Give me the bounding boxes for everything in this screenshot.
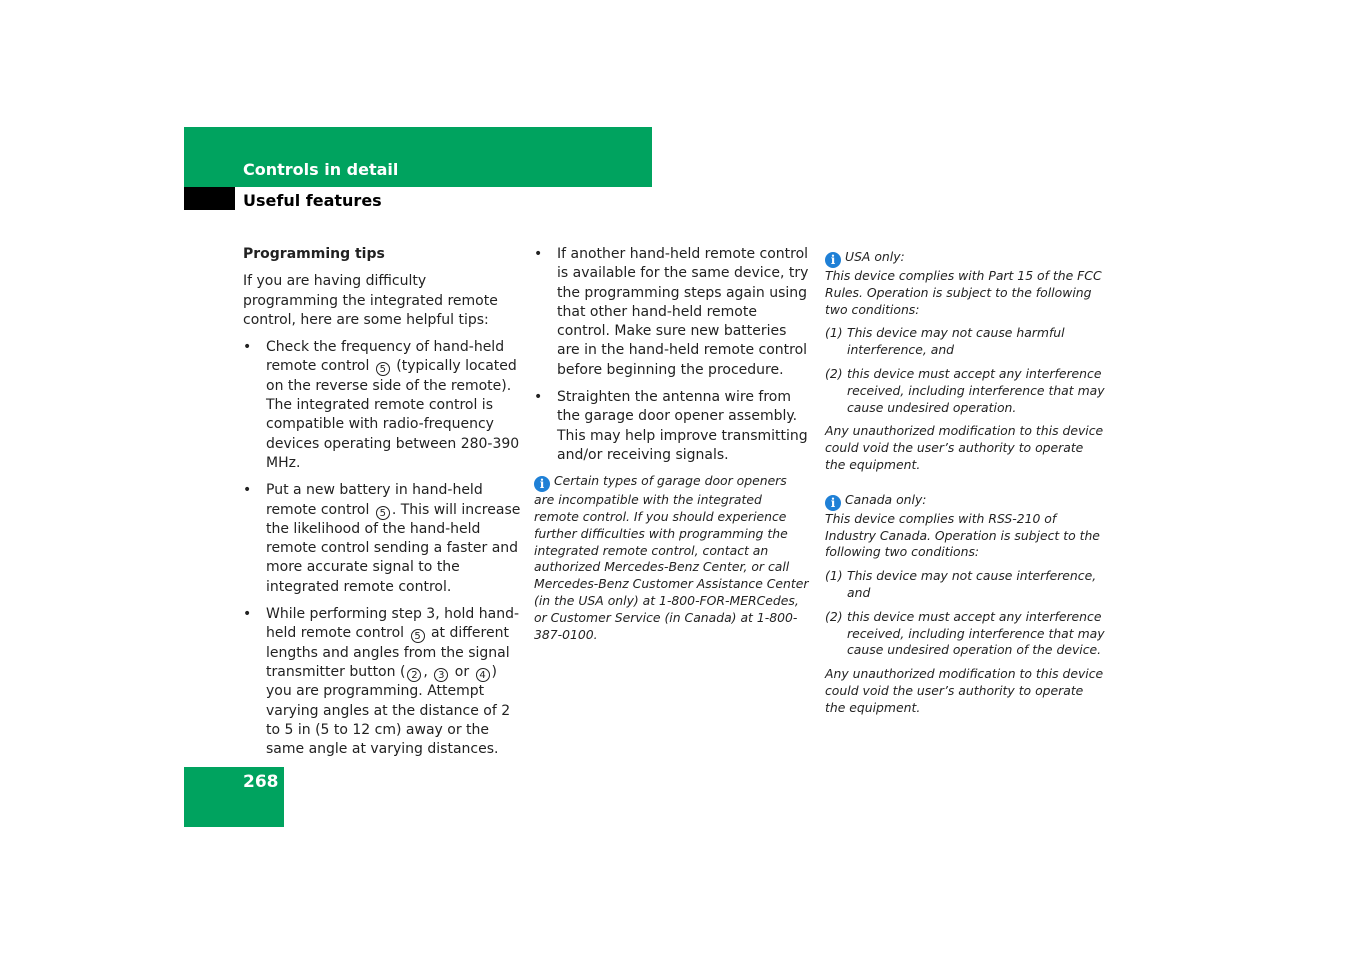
canada-notice-footer: Any unauthorized modification to this device could void the user’s authority to operate the equipment.: [825, 666, 1104, 715]
list-item: • Straighten the antenna wire from the garage door opener assembly. This may help improve transmitting and/or receiving signals.: [534, 389, 808, 463]
more-tips-list: [534, 245, 810, 465]
column-programming-tips: [243, 245, 521, 767]
list-item: • Put a new battery in hand-held remote control 5 . This will increase the likelihood of the hand-held remote control sending a faster and more accurate signal to the integrated remote control.: [243, 482, 521, 595]
usa-notice-text: This device complies with Part 15 of the FCC Rules. Operation is subject to the following two conditions:: [825, 268, 1102, 317]
section-title: Controls in detail: [243, 160, 399, 179]
remote-5-icon: 5: [376, 362, 390, 376]
list-item: • If another hand-held remote control is available for the same device, try the programming steps again using that other hand-held remote control. Make sure new batteries are in the hand-held remote control before beginning the procedure.: [534, 246, 809, 378]
bullet-icon: •: [243, 482, 252, 499]
canada-notice-title: i Canada only:: [825, 492, 1105, 511]
usa-condition-1: (1) This device may not cause harmful interference, and: [825, 325, 1065, 358]
bullet-icon: •: [243, 339, 252, 356]
bullet-icon: •: [534, 389, 543, 406]
button-2-icon: 2: [407, 668, 421, 682]
info-icon: i: [825, 495, 841, 511]
list-item: • While performing step 3, hold hand-held remote control 5 at different lengths and angles from the signal transmitter button ( 2 , 3 or 4 ) you are programming. Attempt varying angles at the distance of 2 to 5 in (5 to 12 cm) away or the same angle at varying distances.: [243, 606, 520, 758]
button-3-icon: 3: [434, 668, 448, 682]
usa-condition-2: (2) this device must accept any interference received, including interference that may cause undesired operation.: [825, 365, 1105, 415]
button-4-icon: 4: [476, 668, 490, 682]
bullet-icon: •: [534, 246, 543, 262]
subsection-marker: [184, 187, 235, 210]
canada-condition-1: (1) This device may not cause interference, and: [825, 568, 1097, 600]
usa-notice: [825, 249, 1105, 474]
info-icon: i: [825, 252, 841, 268]
programming-tips-heading: Programming tips: [243, 246, 385, 262]
column-more-tips: [534, 245, 810, 643]
intro-paragraph: If you are having difficulty programming the integrated remote control, here are some helpful tips:: [243, 273, 498, 328]
remote-5-icon: 5: [376, 506, 390, 520]
bullet-icon: •: [243, 606, 252, 623]
column-regulatory: [825, 249, 1105, 735]
page-number: 268: [243, 772, 279, 792]
info-icon: i: [534, 476, 550, 492]
canada-notice: [825, 492, 1105, 717]
list-item: • Check the frequency of hand-held remote control 5 (typically located on the reverse side of the remote). The integrated remote control is compatible with radio-frequency devices operating between 280-390 MHz.: [243, 339, 520, 471]
canada-condition-2: (2) this device must accept any interference received, including interference that may cause undesired operation of the device.: [825, 608, 1105, 658]
usa-notice-title: i USA only:: [825, 249, 1105, 268]
remote-5-icon: 5: [411, 629, 425, 643]
subsection-title: Useful features: [243, 191, 382, 210]
usa-notice-footer: Any unauthorized modification to this device could void the user’s authority to operate the equipment.: [825, 423, 1104, 472]
canada-notice-text: This device complies with RSS-210 of Industry Canada. Operation is subject to the following two conditions:: [825, 510, 1100, 560]
tips-list: [243, 338, 521, 759]
garage-opener-note: i Certain types of garage door openers are incompatible with the integrated remote control. If you should experience further difficulties with programming the integrated remote control, contact an authorized Mercedes-Benz Center, or call Mercedes-Benz Customer Assistance Center (in the USA only) at 1-800-FOR-MERCedes, or Customer Service (in Canada) at 1-800-387-0100.: [534, 473, 809, 642]
